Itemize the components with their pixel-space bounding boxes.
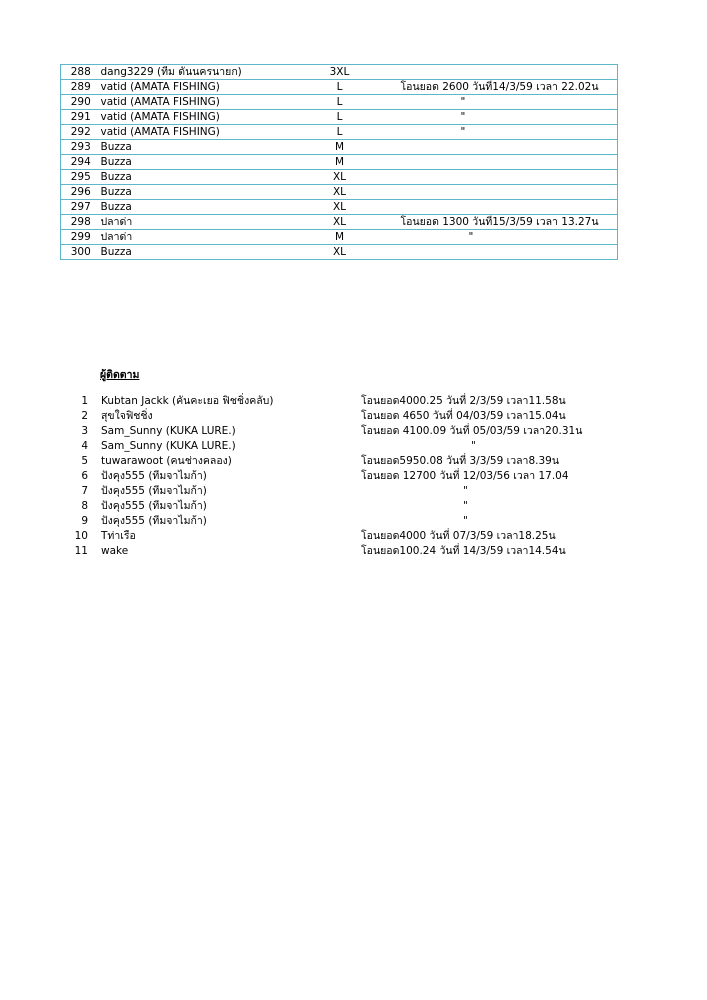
- order-size: [314, 140, 366, 155]
- order-payment-text: ": [460, 96, 466, 108]
- table-row: [61, 125, 618, 140]
- order-payment: [366, 185, 618, 200]
- order-name: vatid (AMATA FISHING): [101, 80, 314, 95]
- list-item: [60, 484, 660, 499]
- order-number: 299: [61, 230, 101, 245]
- follower-name: Tท่าเรือ: [101, 530, 136, 542]
- order-name: ปลาด่า: [101, 230, 314, 245]
- follower-payment: ": [463, 500, 468, 512]
- order-size: [314, 200, 366, 215]
- order-size: [314, 185, 366, 200]
- order-payment: [366, 95, 618, 110]
- order-name: vatid (AMATA FISHING): [101, 110, 314, 125]
- order-name: dang3229 (ทีม ดันนครนายก): [101, 65, 314, 80]
- order-payment: [366, 215, 618, 230]
- follower-payment: โอนยอด 12700 วันที่ 12/03/56 เวลา 17.04: [361, 470, 569, 482]
- list-item: [60, 499, 660, 514]
- follower-name: tuwarawoot (คนช่างคลอง): [101, 455, 232, 467]
- order-payment: [366, 80, 618, 95]
- order-size-text: L: [336, 111, 343, 123]
- order-payment-text: โอนยอด 2600 วันที่14/3/59 เวลา 22.02น: [400, 81, 599, 93]
- order-name: Buzza: [101, 200, 314, 215]
- order-number: 296: [61, 185, 101, 200]
- follower-name: ปังคุง555 (ทีมจาไมก้า): [101, 515, 207, 527]
- order-name: vatid (AMATA FISHING): [101, 125, 314, 140]
- order-size-text: L: [336, 126, 343, 138]
- order-size-text: M: [334, 156, 345, 168]
- follower-name: Sam_Sunny (KUKA LURE.): [101, 425, 236, 437]
- list-item: [60, 529, 660, 544]
- follower-number: 8: [81, 500, 88, 512]
- order-size: [314, 155, 366, 170]
- follower-payment: โอนยอด5950.08 วันที่ 3/3/59 เวลา8.39น: [361, 455, 559, 467]
- list-item: [60, 469, 660, 484]
- list-item: [60, 454, 660, 469]
- order-number: 291: [61, 110, 101, 125]
- order-size-text: XL: [332, 246, 347, 258]
- order-name: ปลาด่า: [101, 215, 314, 230]
- follower-payment: โอนยอด4000 วันที่ 07/3/59 เวลา18.25น: [361, 530, 556, 542]
- follower-number: 2: [81, 410, 88, 422]
- table-row: [61, 215, 618, 230]
- list-item: [60, 409, 660, 424]
- order-payment: [366, 170, 618, 185]
- order-payment-text: ": [460, 126, 466, 138]
- follower-name: Sam_Sunny (KUKA LURE.): [101, 440, 236, 452]
- table-row: [61, 95, 618, 110]
- order-size-text: XL: [332, 201, 347, 213]
- list-item: [60, 514, 660, 529]
- order-size: [314, 245, 366, 260]
- follower-number: 11: [74, 545, 88, 557]
- order-number: 290: [61, 95, 101, 110]
- order-payment: [366, 65, 618, 80]
- order-size-text: L: [336, 81, 343, 93]
- table-row: [61, 65, 618, 80]
- order-name: Buzza: [101, 245, 314, 260]
- follower-payment: โอนยอด4000.25 วันที่ 2/3/59 เวลา11.58น: [361, 395, 566, 407]
- table-row: [61, 140, 618, 155]
- order-size: [314, 65, 366, 80]
- order-size-text: 3XL: [329, 66, 350, 78]
- order-size-text: XL: [332, 216, 347, 228]
- orders-body: [61, 65, 618, 260]
- follower-payment: ": [471, 440, 476, 452]
- list-item: [60, 424, 660, 439]
- order-payment-text: ": [460, 111, 466, 123]
- follower-number: 6: [81, 470, 88, 482]
- order-number: 298: [61, 215, 101, 230]
- table-row: [61, 200, 618, 215]
- order-payment: [366, 200, 618, 215]
- order-size-text: XL: [332, 186, 347, 198]
- table-row: [61, 110, 618, 125]
- order-name: Buzza: [101, 170, 314, 185]
- order-number: 292: [61, 125, 101, 140]
- order-size: [314, 95, 366, 110]
- follower-name: Kubtan Jackk (คันคะเยอ ฟิชชิ่งคลับ): [101, 395, 274, 407]
- order-name: Buzza: [101, 185, 314, 200]
- list-item: [60, 544, 660, 559]
- follower-payment: โอนยอด 4650 วันที่ 04/03/59 เวลา15.04น: [361, 410, 566, 422]
- order-size-text: M: [334, 231, 345, 243]
- follower-payment: โอนยอด 4100.09 วันที่ 05/03/59 เวลา20.31น: [361, 425, 583, 437]
- order-payment: [366, 155, 618, 170]
- order-size-text: XL: [332, 171, 347, 183]
- order-number: 294: [61, 155, 101, 170]
- table-row: [61, 245, 618, 260]
- order-size-text: L: [336, 96, 343, 108]
- table-row: [61, 155, 618, 170]
- order-payment: [366, 230, 618, 245]
- order-payment-text: ": [468, 231, 474, 243]
- order-size: [314, 215, 366, 230]
- order-name: Buzza: [101, 140, 314, 155]
- order-payment: [366, 110, 618, 125]
- order-size: [314, 80, 366, 95]
- order-number: 297: [61, 200, 101, 215]
- table-row: [61, 230, 618, 245]
- order-number: 288: [61, 65, 101, 80]
- follower-name: ปังคุง555 (ทีมจาไมก้า): [101, 500, 207, 512]
- follower-name: ปังคุง555 (ทีมจาไมก้า): [101, 485, 207, 497]
- follower-number: 4: [81, 440, 88, 452]
- list-item: [60, 439, 660, 454]
- order-payment-text: โอนยอด 1300 วันที่15/3/59 เวลา 13.27น: [400, 216, 599, 228]
- order-size-text: M: [334, 141, 345, 153]
- follower-number: 5: [81, 455, 88, 467]
- order-name: vatid (AMATA FISHING): [101, 95, 314, 110]
- follower-name: ปังคุง555 (ทีมจาไมก้า): [101, 470, 207, 482]
- follower-payment: โอนยอด100.24 วันที่ 14/3/59 เวลา14.54น: [361, 545, 566, 557]
- followers-title: ผู้ติดตาม: [100, 369, 140, 381]
- order-number: 295: [61, 170, 101, 185]
- followers-list: [60, 394, 660, 559]
- follower-number: 9: [81, 515, 88, 527]
- order-name: Buzza: [101, 155, 314, 170]
- table-row: [61, 80, 618, 95]
- order-number: 289: [61, 80, 101, 95]
- order-size: [314, 125, 366, 140]
- table-row: [61, 185, 618, 200]
- order-number: 293: [61, 140, 101, 155]
- order-size: [314, 110, 366, 125]
- follower-name: wake: [101, 545, 129, 557]
- follower-number: 7: [81, 485, 88, 497]
- follower-number: 1: [81, 395, 88, 407]
- order-payment: [366, 140, 618, 155]
- order-size: [314, 230, 366, 245]
- follower-number: 3: [81, 425, 88, 437]
- list-item: [60, 394, 660, 409]
- order-payment: [366, 245, 618, 260]
- follower-payment: ": [463, 515, 468, 527]
- table-row: [61, 170, 618, 185]
- order-number: 300: [61, 245, 101, 260]
- order-size: [314, 170, 366, 185]
- order-payment: [366, 125, 618, 140]
- follower-name: สุขใจฟิชชิ่ง: [101, 410, 153, 422]
- orders-table: [60, 64, 618, 260]
- follower-number: 10: [74, 530, 88, 542]
- follower-payment: ": [463, 485, 468, 497]
